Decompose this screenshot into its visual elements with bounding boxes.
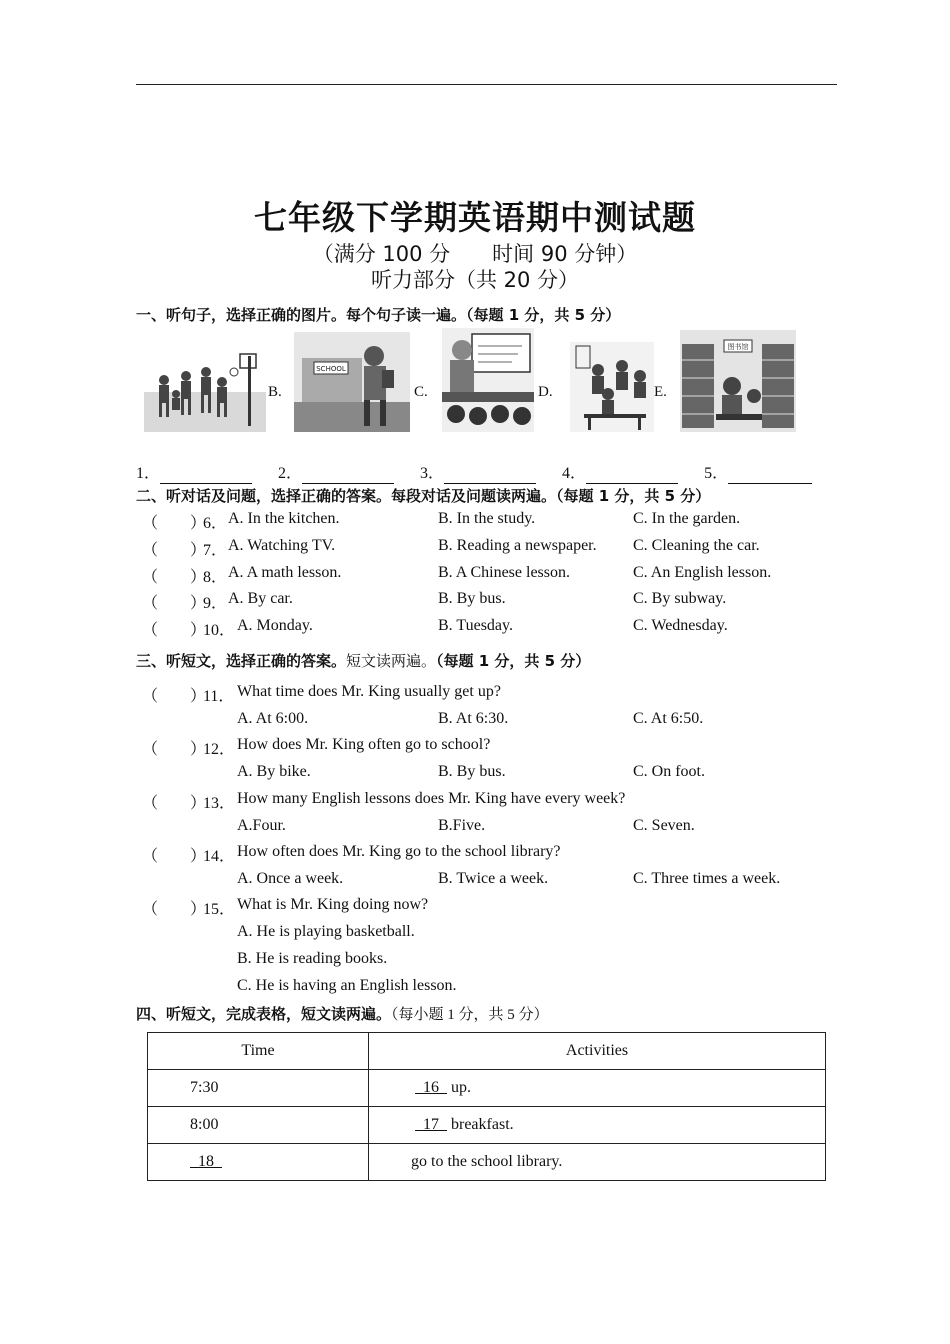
q13-option-b: B.Five. bbox=[438, 817, 486, 834]
q15-question: What is Mr. King doing now? bbox=[237, 896, 429, 913]
q13-question: How many English lessons does Mr. King have every week? bbox=[237, 790, 626, 807]
row3-activity: go to the school library. bbox=[369, 1144, 826, 1181]
q14-option-c: C. Three times a week. bbox=[633, 870, 781, 887]
q9-answer-paren[interactable]: （ ） bbox=[142, 595, 207, 612]
q12-answer-paren[interactable]: （ ） bbox=[142, 741, 207, 758]
q15-option-a: A. He is playing basketball. bbox=[237, 923, 415, 940]
blank-2[interactable] bbox=[302, 465, 394, 484]
q13-option-a: A.Four. bbox=[237, 817, 286, 834]
q6-answer-paren[interactable]: （ ） bbox=[142, 515, 207, 532]
q10-number: 10． bbox=[203, 622, 236, 639]
row1-activity-text: up. bbox=[451, 1079, 471, 1096]
table-row bbox=[148, 1144, 826, 1181]
picture-label-c: C. bbox=[414, 384, 428, 400]
section3-heading-note: 短文读两遍。 bbox=[346, 654, 437, 670]
row1-activity bbox=[369, 1070, 826, 1107]
blank-4[interactable] bbox=[586, 465, 678, 484]
page-title: 七年级下学期英语期中测试题 bbox=[254, 198, 696, 237]
q10-option-b: B. Tuesday. bbox=[438, 617, 513, 634]
picture-a-kids-playing bbox=[144, 332, 266, 432]
q10-option-a: A. Monday. bbox=[237, 617, 313, 634]
q14-option-a: A. Once a week. bbox=[237, 870, 344, 887]
blank-5-label: 5． bbox=[704, 465, 729, 482]
blank-2-label: 2． bbox=[278, 465, 303, 482]
q9-number: 9． bbox=[203, 595, 228, 612]
section3-heading bbox=[136, 650, 590, 671]
blank-16-number: 16 bbox=[423, 1079, 439, 1096]
q9-option-a: A. By car. bbox=[228, 590, 293, 607]
table-row bbox=[148, 1107, 826, 1144]
q6-option-b: B. In the study. bbox=[438, 510, 536, 527]
q11-number: 11． bbox=[203, 688, 235, 705]
listening-part-subtitle: 听力部分（共 20 分） bbox=[370, 268, 580, 292]
blank-17-number: 17 bbox=[423, 1116, 439, 1133]
row2-time: 8:00 bbox=[148, 1107, 369, 1144]
table-header-row bbox=[148, 1033, 826, 1070]
q8-option-b: B. A Chinese lesson. bbox=[438, 564, 571, 581]
q7-option-b: B. Reading a newspaper. bbox=[438, 537, 597, 554]
q15-answer-paren[interactable]: （ ） bbox=[142, 901, 207, 918]
section1-answer-blanks bbox=[136, 460, 812, 484]
q7-answer-paren[interactable]: （ ） bbox=[142, 542, 207, 559]
q8-option-c: C. An English lesson. bbox=[633, 564, 772, 581]
q8-option-a: A. A math lesson. bbox=[228, 564, 342, 581]
q12-option-a: A. By bike. bbox=[237, 763, 311, 780]
q14-option-b: B. Twice a week. bbox=[438, 870, 549, 887]
blank-16[interactable] bbox=[415, 1079, 447, 1096]
q13-number: 13． bbox=[203, 795, 236, 812]
q11-option-b: B. At 6:30. bbox=[438, 710, 509, 727]
section3-heading-score: （每题 1 分，共 5 分） bbox=[436, 652, 591, 670]
q15-number: 15． bbox=[203, 901, 236, 918]
blank-17[interactable] bbox=[415, 1116, 447, 1133]
blank-18[interactable] bbox=[190, 1153, 222, 1170]
picture-e-library bbox=[680, 330, 796, 432]
blank-3-label: 3． bbox=[420, 465, 445, 482]
blank-5[interactable] bbox=[728, 465, 812, 484]
header-time: Time bbox=[148, 1033, 369, 1070]
row3-time bbox=[148, 1144, 369, 1181]
q6-number: 6． bbox=[203, 515, 228, 532]
blank-18-number: 18 bbox=[198, 1153, 214, 1170]
picture-b-boy-walking-to-school bbox=[294, 332, 410, 432]
q9-option-b: B. By bus. bbox=[438, 590, 506, 607]
q7-option-a: A. Watching TV. bbox=[228, 537, 336, 554]
schedule-table bbox=[147, 1032, 826, 1181]
section2-heading: 二、听对话及问题，选择正确的答案。每段对话及问题读两遍。（每题 1 分，共 5 分） bbox=[136, 487, 711, 505]
q6-option-c: C. In the garden. bbox=[633, 510, 741, 527]
q12-number: 12． bbox=[203, 741, 236, 758]
q12-option-c: C. On foot. bbox=[633, 763, 705, 780]
blank-4-label: 4． bbox=[562, 465, 587, 482]
section4-heading-score: （每小题 1 分，共 5 分） bbox=[391, 1007, 549, 1023]
q8-answer-paren[interactable]: （ ） bbox=[142, 569, 207, 586]
score-time-subtitle: （满分 100 分 时间 90 分钟） bbox=[312, 242, 638, 266]
row1-time: 7:30 bbox=[148, 1070, 369, 1107]
q11-option-a: A. At 6:00. bbox=[237, 710, 309, 727]
library-sign: 图书馆 bbox=[727, 343, 749, 351]
section4-heading bbox=[136, 1003, 549, 1024]
blank-1-label: 1． bbox=[136, 465, 161, 482]
q7-number: 7． bbox=[203, 542, 228, 559]
q8-number: 8． bbox=[203, 569, 228, 586]
q13-answer-paren[interactable]: （ ） bbox=[142, 795, 207, 812]
section4-heading-main: 四、听短文，完成表格，短文读两遍。 bbox=[136, 1005, 392, 1023]
picture-label-e: E. bbox=[654, 384, 667, 400]
section3-heading-main: 三、听短文，选择正确的答案。 bbox=[136, 652, 347, 670]
table-row bbox=[148, 1070, 826, 1107]
q11-answer-paren[interactable]: （ ） bbox=[142, 688, 207, 705]
q14-question: How often does Mr. King go to the school library? bbox=[237, 843, 561, 860]
blank-1[interactable] bbox=[160, 465, 252, 484]
q10-answer-paren[interactable]: （ ） bbox=[142, 622, 207, 639]
row2-activity-text: breakfast. bbox=[451, 1116, 514, 1133]
q9-option-c: C. By subway. bbox=[633, 590, 727, 607]
q12-question: How does Mr. King often go to school? bbox=[237, 736, 491, 753]
q6-option-a: A. In the kitchen. bbox=[228, 510, 340, 527]
q11-question: What time does Mr. King usually get up? bbox=[237, 683, 501, 700]
school-sign: SCHOOL bbox=[316, 365, 346, 373]
q12-option-b: B. By bus. bbox=[438, 763, 506, 780]
blank-3[interactable] bbox=[444, 465, 536, 484]
q13-option-c: C. Seven. bbox=[633, 817, 695, 834]
picture-d-students-in-class bbox=[570, 332, 654, 432]
q15-option-c: C. He is having an English lesson. bbox=[237, 977, 457, 994]
picture-label-b: B. bbox=[268, 384, 282, 400]
q15-option-b: B. He is reading books. bbox=[237, 950, 388, 967]
q14-answer-paren[interactable]: （ ） bbox=[142, 848, 207, 865]
q11-option-c: C. At 6:50. bbox=[633, 710, 704, 727]
section1-heading: 一、听句子，选择正确的图片。每个句子读一遍。（每题 1 分，共 5 分） bbox=[136, 306, 621, 324]
picture-label-d: D. bbox=[538, 384, 553, 400]
top-rule bbox=[136, 84, 837, 85]
row2-activity bbox=[369, 1107, 826, 1144]
q10-option-c: C. Wednesday. bbox=[633, 617, 728, 634]
picture-row bbox=[140, 332, 800, 436]
q14-number: 14． bbox=[203, 848, 236, 865]
q7-option-c: C. Cleaning the car. bbox=[633, 537, 760, 554]
header-activities: Activities bbox=[369, 1033, 826, 1070]
picture-c-classroom-teacher bbox=[442, 328, 534, 432]
